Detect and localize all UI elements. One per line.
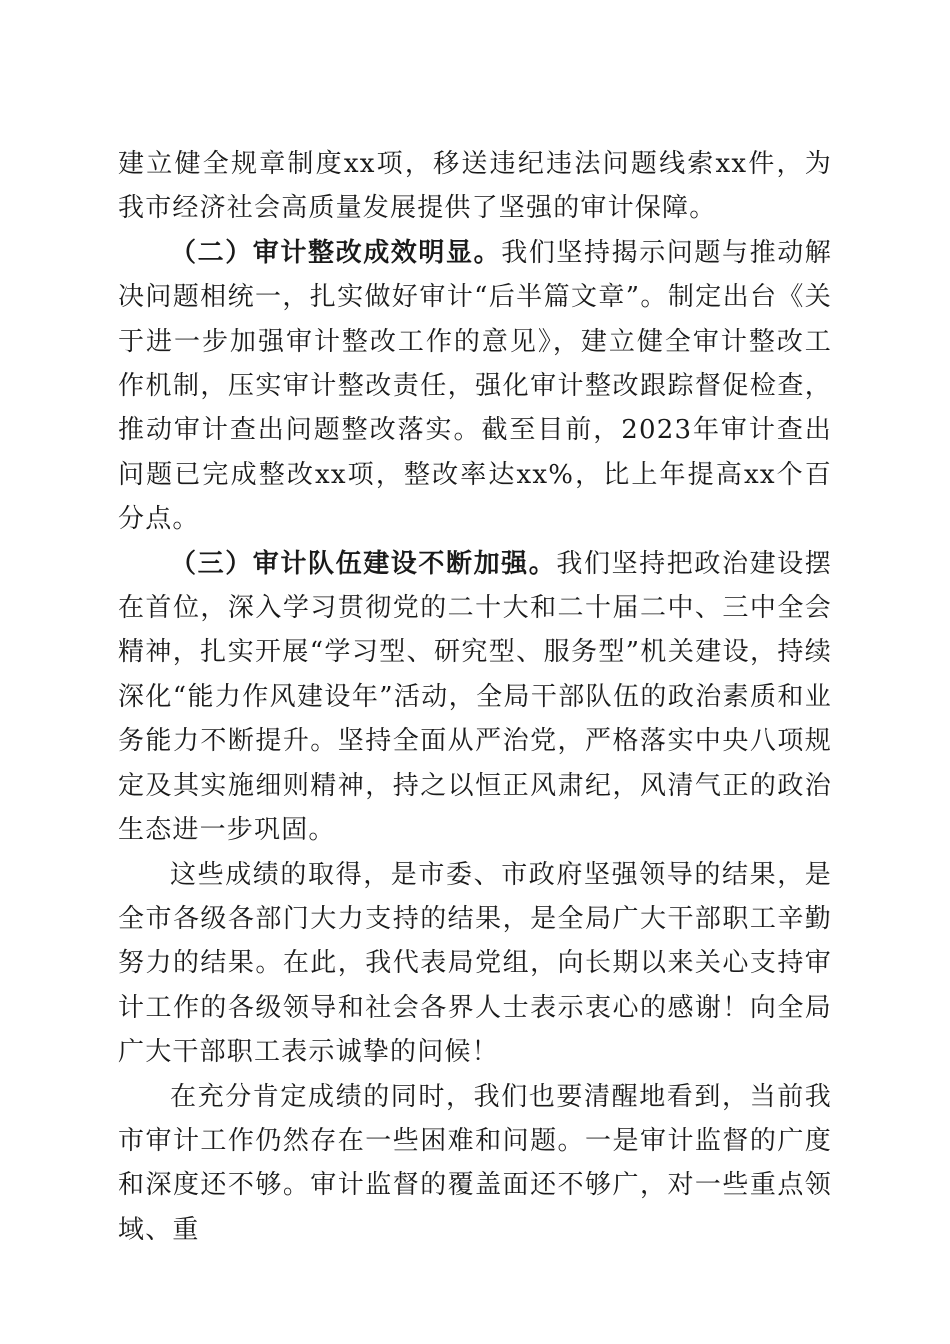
- section-heading-audit-rectification: （二）审计整改成效明显。: [170, 237, 502, 268]
- paragraph-team-building-text: 我们坚持把政治建设摆在首位，深入学习贯彻党的二十大和二十届二中、三中全会精神，扎实开展“学习型、研究型、服务型”机关建设，持续深化“能力作风建设年”活动，全局干部队伍的政治素质和业务能力不断提升。坚持全面从严治党，严格落实中央八项规定及其实施细则精神，持之以恒正风肃纪，风清气正的政治生态进一步巩固。: [118, 548, 832, 846]
- paragraph-audit-rectification-text: 我们坚持揭示问题与推动解决问题相统一，扎实做好审计“后半篇文章”。制定出台《关于进一步加强审计整改工作的意见》，建立健全审计整改工作机制，压实审计整改责任，强化审计整改跟踪督促检查，推动审计查出问题整改落实。截至目前，2023年审计查出问题已完成整改xx项，整改率达xx%，比上年提高xx个百分点。: [118, 237, 832, 535]
- paragraph-team-building: [118, 542, 832, 853]
- document-body: [118, 142, 832, 1252]
- paragraph-problems: 在充分肯定成绩的同时，我们也要清醒地看到，当前我市审计工作仍然存在一些困难和问题。一是审计监督的广度和深度还不够。审计监督的覆盖面还不够广，对一些重点领域、重: [118, 1081, 832, 1245]
- paragraph-continued: 建立健全规章制度xx项，移送违纪违法问题线索xx件，为我市经济社会高质量发展提供了坚强的审计保障。: [118, 149, 832, 224]
- paragraph-acknowledgement: 这些成绩的取得，是市委、市政府坚强领导的结果，是全市各级各部门大力支持的结果，是全局广大干部职工辛勤努力的结果。在此，我代表局党组，向长期以来关心支持审计工作的各级领导和社会各界人士表示衷心的感谢！向全局广大干部职工表示诚挚的问候！: [118, 859, 832, 1068]
- paragraph-audit-rectification: [118, 231, 832, 542]
- section-heading-team-building: （三）审计队伍建设不断加强。: [170, 548, 557, 579]
